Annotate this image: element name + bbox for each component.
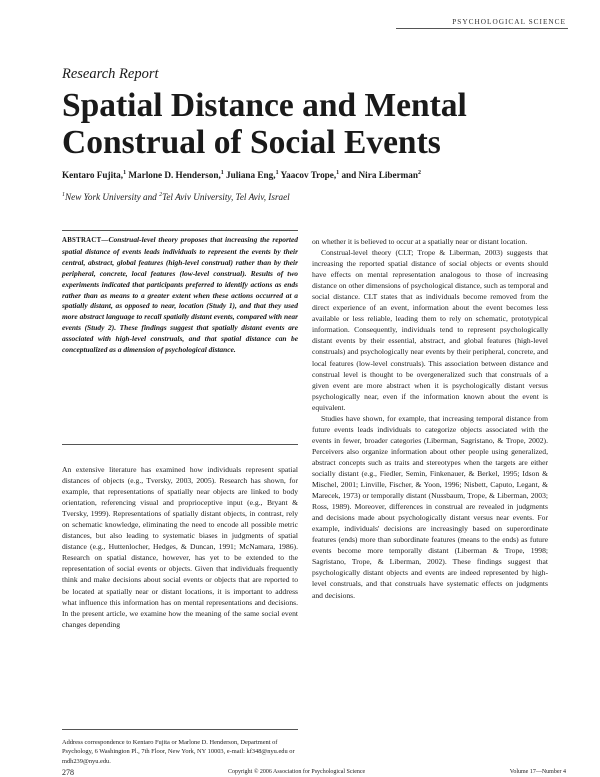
article-type: Research Report [62,66,159,82]
correspondence-footnote: Address correspondence to Kentaro Fujita or Marlone D. Henderson, Department of Psychology, 6 Washington Pl., 7th Floor, New York, NY 10003, e-mail: kf348@nyu.edu or mdh239@nyu.edu. [62,739,295,765]
article-title [62,87,562,161]
abstract-rule-top [62,230,298,231]
title-line-2: Construal of Social Events [62,124,441,161]
abstract [62,235,298,356]
footnote-rule [62,729,298,730]
author: Marlone D. Henderson,$^1$ [128,169,224,180]
author: Yaacov Trope,$^1$ [280,169,340,180]
header-rule [396,28,568,29]
paragraph: An extensive literature has examined how individuals represent spatial distances of objects (e.g., Tversky, 2003, 2005). Research has shown, for example, that representations of spatially near objects are linked to body orientation, referencing visual and proprioceptive input (e.g., Bryant & Tversky, 1999). Representations of spatially distant objects, in contrast, rely on schematic knowledge, eliminating the need to encode all possible metric distances, but also leading to systematic biases in judgments of spatial distance (e.g., Huttenlocher, Hedges, & Duncan, 1991; McNamara, 1986). Research on spatial distance, however, has yet to be extended to the representation of social events or objects. Given that individuals frequently think and make decisions about social events or objects that are reported to be located at spatially near or distant locations, it is important to address what influence this information has on mental representations and decisions. In the present article, we examine how the meaning of the same social event changes depending [62,465,298,629]
affiliations: $^1$New York University and $^2$Tel Aviv University, Tel Aviv, Israel [62,191,290,202]
abstract-text: Construal-level theory proposes that increasing the reported spatial distance of events leads individuals to represent the events by their central, abstract, global features (high-level construal) rather than by their peripheral, concrete, local features (low-level construal). Results of two experiments indicated that participants preferred to identify actions as ends rather than as means to a greater extent when these actions occurred at a spatially distant, as opposed to near, location (Study 1), and that they used more abstract language to recall spatially distant events, compared with near events (Study 2). These findings suggest that spatially distant events are associated with high-level construals, and that spatial distance can be conceptualized as a dimension of psychological distance. [62,235,298,355]
paragraph: Studies have shown, for example, that increasing temporal distance from future events leads individuals to categorize objects associated with the events in fewer, broader categories (Liberman, Sagristano, & Trope, 2002). Perceivers also organize information about other people using generalized, abstract concepts such as traits and stereotypes when the targets are either socially distant (e.g., Fiedler, Semin, Finkenauer, & Berkel, 1995; Idson & Mischel, 2001; Linville, Fischer, & Yoon, 1996; Nisbett, Caputo, Legant, & Marecek, 1973) or temporally distant (Nussbaum, Trope, & Liberman, 2003; Ross, 1989). Moreover, differences in construal are revealed in judgments and decisions made about psychologically distant versus near events. For example, individuals' decisions are increasingly based on superordinate features (ends) more than subordinate features (means to the ends) as future events become more temporally distant (Liberman & Trope, 1998; Sagristano, Trope, & Liberman, 2002). These findings suggest that psychologically distant objects and events are indeed represented by high-level construals, and that construals have systematic effects on judgments and decisions. [312,413,548,600]
journal-name: PSYCHOLOGICAL SCIENCE [452,17,566,26]
author: Juliana Eng,$^1$ [226,169,279,180]
right-column-body [312,236,548,601]
author-list [62,169,582,181]
copyright-notice: Copyright © 2006 Association for Psychological Science [228,769,366,775]
author: and Nira Liberman$^2$ [341,169,421,180]
page-number: 278 [62,768,74,777]
volume-issue: Volume 17—Number 4 [509,769,566,775]
author: Kentaro Fujita,$^1$ [62,169,127,180]
abstract-rule-bottom [62,444,298,445]
left-column-body [62,464,298,630]
paragraph: on whether it is believed to occur at a spatially near or distant location. [312,237,528,246]
title-line-1: Spatial Distance and Mental [62,87,467,124]
abstract-label: ABSTRACT— [62,237,109,244]
paragraph: Construal-level theory (CLT; Trope & Liberman, 2003) suggests that increasing the reported spatial distance of social objects or events should have effects on mental representation analogous to those of increasing distance on other dimensions of psychological distance, such as temporal and social distance. CLT states that as individuals become removed from the direct experience of an event, information about the event becomes less available or less reliable, leading them to rely on schematic, prototypical information. Consequently, individuals tend to represent psychologically distant events by their essential, abstract, and global features (high-level construals) and psychologically near events by their peripheral, concrete, and local features (low-level construals). This association between distance and construal level is thought to be overgeneralized such that construals of a given event are more abstract when it is psychologically distant versus psychologically near, even if the information known about the event is equivalent. [312,248,548,412]
